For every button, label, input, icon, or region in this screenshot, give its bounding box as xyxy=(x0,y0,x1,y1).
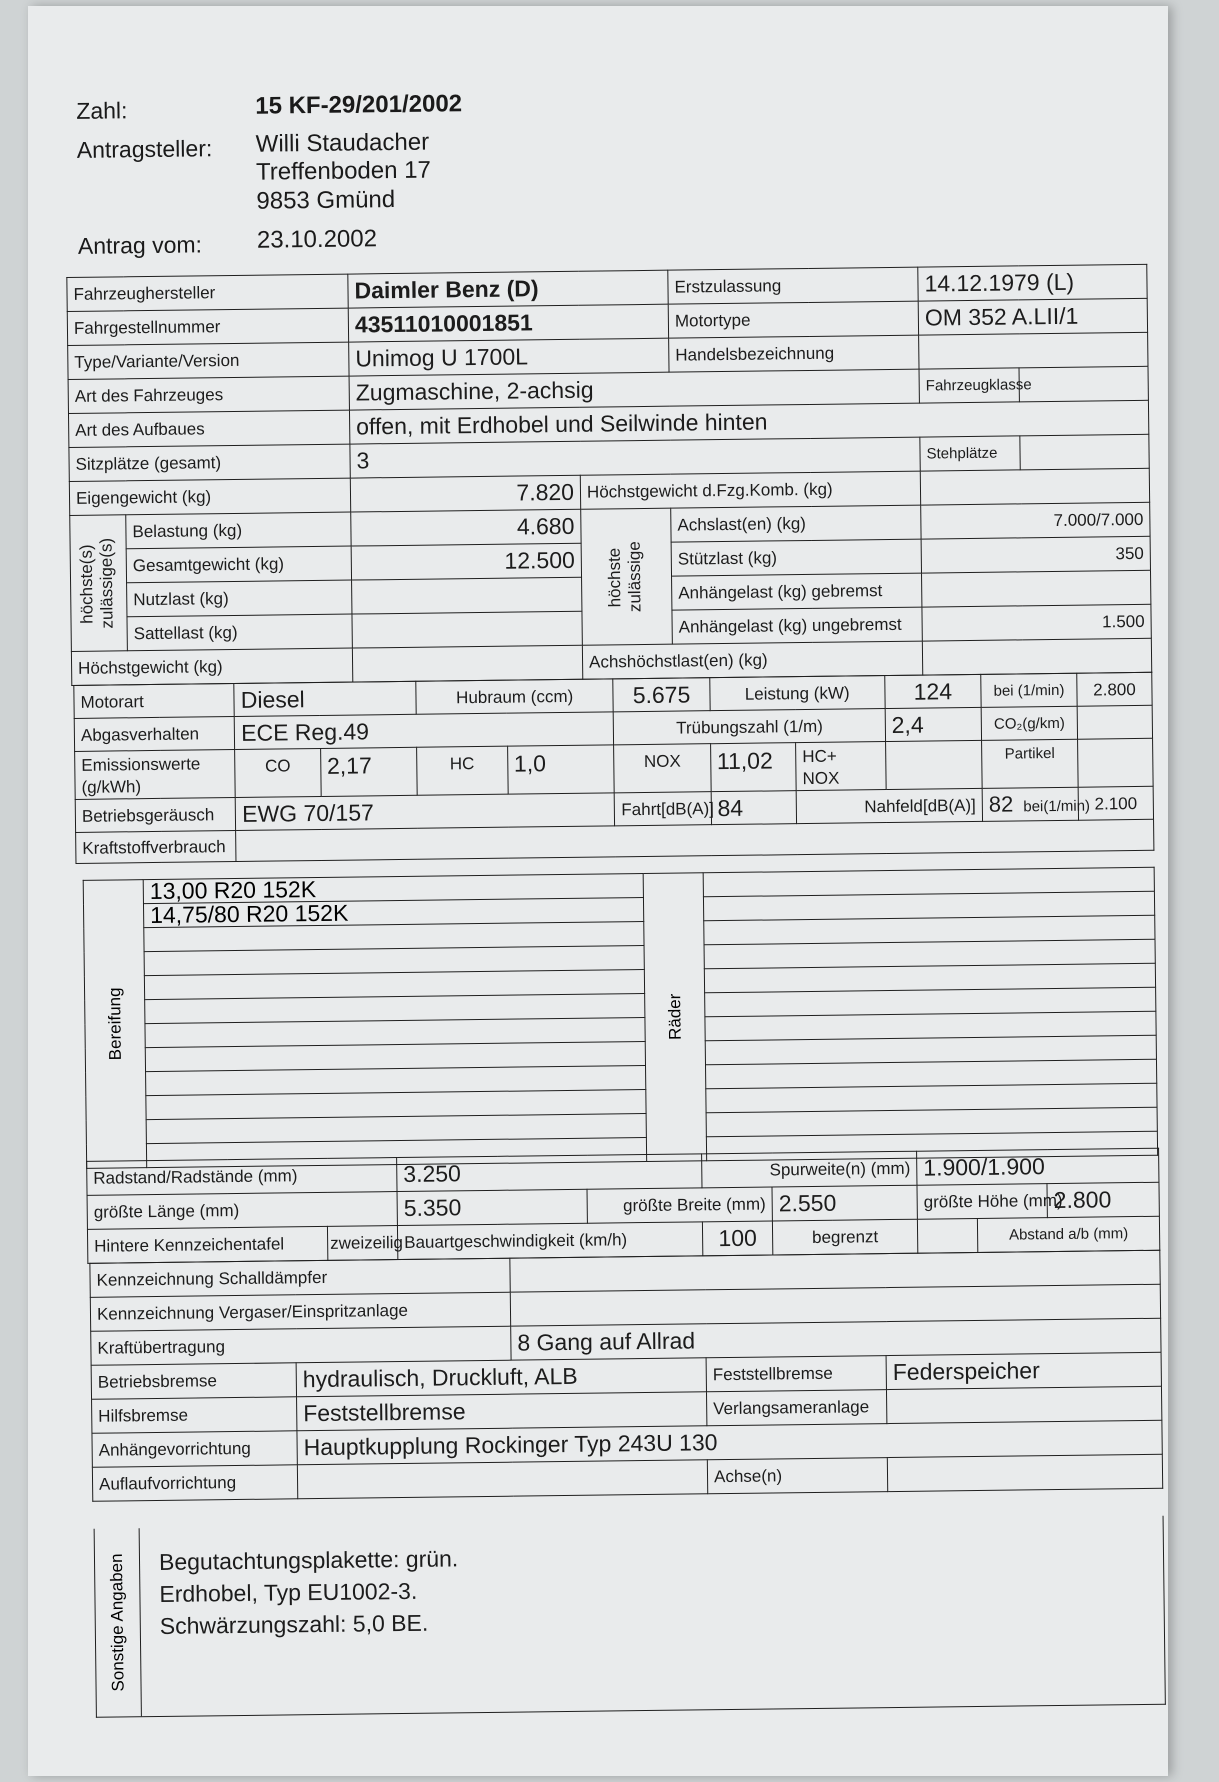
betriebs-value: hydraulisch, Druckluft, ALB xyxy=(296,1358,706,1397)
anh-ungebr-label: Anhängelast (kg) ungebremst xyxy=(672,607,922,644)
radstand-label: Radstand/Radstände (mm) xyxy=(87,1158,397,1196)
hcnox-value xyxy=(885,740,982,789)
fgst-value: 43511010001851 xyxy=(348,304,668,342)
radstand-value: 3.250 xyxy=(397,1154,702,1192)
leistung-label: Leistung (kW) xyxy=(709,676,885,711)
hilfs-label: Hilfsbremse xyxy=(92,1397,297,1434)
laenge-label: größte Länge (mm) xyxy=(87,1192,397,1230)
antrag-date: 23.10.2002 xyxy=(256,225,378,254)
achslast-label: Achslast(en) (kg) xyxy=(671,505,921,542)
antragsteller-street: Treffenboden 17 xyxy=(255,156,432,186)
hoechstgew-label: Höchstgewicht (kg) xyxy=(71,648,352,685)
motortype-value: OM 352 A.LII/1 xyxy=(918,298,1147,335)
motortype-label: Motortype xyxy=(668,301,918,338)
begrenzt-label: begrenzt xyxy=(772,1219,917,1255)
eigen-label: Eigengewicht (kg) xyxy=(69,478,350,515)
co-label: CO xyxy=(235,748,321,797)
sattel-label: Sattellast (kg) xyxy=(127,614,352,651)
geraeusch-label: Betriebsgeräusch xyxy=(75,797,236,832)
nahfeld-value: 82 xyxy=(988,791,1014,817)
antrag-label: Antrag vom: xyxy=(77,231,203,259)
sonstige-label: Sonstige Angaben xyxy=(95,1528,142,1717)
anh-vorr-label: Anhängevorrichtung xyxy=(92,1431,297,1468)
betriebs-label: Betriebsbremse xyxy=(91,1363,296,1400)
feststell-value: Federspeicher xyxy=(886,1352,1161,1389)
art-label: Art des Fahrzeuges xyxy=(68,376,349,413)
nox-value: 11,02 xyxy=(710,743,796,792)
co2-value xyxy=(1077,705,1152,739)
partikel-value xyxy=(1078,738,1153,787)
abstand-label: Abstand a/b (mm) xyxy=(977,1216,1159,1252)
abgas-value: ECE Reg.49 xyxy=(234,712,614,750)
belastung-label: Belastung (kg) xyxy=(126,512,351,549)
bauart-value: 100 xyxy=(702,1221,772,1256)
nutz-value xyxy=(352,577,582,614)
tyre-row-2: 14,75/80 R20 152K xyxy=(143,898,643,928)
hoehe-label: größte Höhe (mm) xyxy=(917,1184,1047,1220)
truebung-label: Trübungszahl (1/m) xyxy=(614,709,886,745)
anh-ungebr-value: 1.500 xyxy=(922,604,1151,641)
handel-label: Handelsbezeichnung xyxy=(669,335,919,372)
bei2-value: 2.100 xyxy=(1078,786,1153,820)
co-value: 2,17 xyxy=(320,747,417,796)
co2-label: CO₂(g/km) xyxy=(981,706,1078,740)
fgst-label: Fahrgestellnummer xyxy=(67,308,348,345)
art-value: Zugmaschine, 2-achsig xyxy=(349,369,919,410)
achse-value xyxy=(887,1454,1162,1491)
breite-label: größte Breite (mm) xyxy=(587,1187,772,1223)
truebung-value: 2,4 xyxy=(885,707,982,741)
hoechstgew-value xyxy=(352,645,582,682)
klasse-value xyxy=(1019,366,1148,402)
motorart-label: Motorart xyxy=(74,684,235,719)
handel-value xyxy=(919,332,1148,369)
type-value: Unimog U 1700L xyxy=(349,338,669,376)
anh-gebr-label: Anhängelast (kg) gebremst xyxy=(672,573,922,610)
erstzulassung-label: Erstzulassung xyxy=(668,267,918,304)
bauart-label: Bauartgeschwindigkeit (km/h) xyxy=(397,1222,702,1260)
spur-label: Spurweite(n) (mm) xyxy=(702,1151,917,1188)
sitz-value: 3 xyxy=(350,437,920,478)
antragsteller-name: Willi Staudacher xyxy=(255,128,430,158)
hoehe-value: 2.800 xyxy=(1047,1182,1159,1217)
sonstige-angaben-box xyxy=(94,1516,1166,1718)
fahrt-value: 84 xyxy=(711,791,797,825)
gesamt-label: Gesamtgewicht (kg) xyxy=(126,546,351,583)
zahl-label: Zahl: xyxy=(76,97,128,124)
hcnox-label: HC+ NOX xyxy=(796,742,886,791)
antragsteller-label: Antragsteller: xyxy=(76,135,213,163)
stuetz-label: Stützlast (kg) xyxy=(671,539,921,576)
dimensions-table xyxy=(86,1148,1160,1264)
spur-value: 1.900/1.900 xyxy=(917,1148,1159,1185)
nahfeld-label: Nahfeld[dB(A)] xyxy=(796,788,982,823)
zulaessig-right-label: höchste zulässige xyxy=(581,508,673,645)
type-label: Type/Variante/Version xyxy=(68,342,349,379)
hc-label: HC xyxy=(416,746,507,795)
emission-label: Emissionswerte (g/kWh) xyxy=(75,750,236,800)
kennz-value: zweizeilig xyxy=(327,1226,397,1261)
hersteller-value: Daimler Benz (D) xyxy=(348,270,668,308)
hilfs-value: Feststellbremse xyxy=(297,1392,707,1431)
hc-value: 1,0 xyxy=(507,745,614,794)
steh-value xyxy=(1020,434,1149,470)
vergaser-label: Kennzeichnung Vergaser/Einspritzanlage xyxy=(90,1292,510,1331)
nutz-label: Nutzlast (kg) xyxy=(127,580,352,617)
gesamt-value: 12.500 xyxy=(351,543,581,580)
belastung-value: 4.680 xyxy=(351,509,581,546)
partikel-label: Partikel xyxy=(982,739,1079,788)
breite-value: 2.550 xyxy=(772,1185,917,1221)
hersteller-label: Fahrzeughersteller xyxy=(67,274,348,311)
hubraum-value: 5.675 xyxy=(613,678,710,712)
kraftueb-label: Kraftübertragung xyxy=(91,1326,511,1365)
steh-label: Stehplätze xyxy=(920,436,1020,471)
vehicle-data-table xyxy=(66,264,1152,686)
schall-label: Kennzeichnung Schalldämpfer xyxy=(90,1258,510,1297)
achslast-value: 7.000/7.000 xyxy=(921,502,1150,539)
klasse-label: Fahrzeugklasse xyxy=(919,368,1019,403)
geraeusch-value: EWG 70/157 xyxy=(235,793,615,831)
engine-table xyxy=(73,672,1154,864)
anh-gebr-value xyxy=(922,570,1151,607)
laenge-value: 5.350 xyxy=(397,1189,587,1225)
tyres-table xyxy=(83,867,1158,1169)
antragsteller-city: 9853 Gmünd xyxy=(256,186,396,215)
achshoechst-value xyxy=(922,638,1151,675)
aufbau-label: Art des Aufbaues xyxy=(68,410,349,447)
sattel-value xyxy=(352,611,582,648)
bei-label: bei (1/min) xyxy=(981,673,1078,707)
auflauf-value xyxy=(297,1460,707,1499)
abgas-label: Abgasverhalten xyxy=(74,717,235,752)
nox-label: NOX xyxy=(614,744,711,793)
erstzulassung-value: 14.12.1979 (L) xyxy=(918,264,1147,301)
verlang-label: Verlangsameranlage xyxy=(707,1390,887,1426)
komb-label: Höchstgewicht d.Fzg.Komb. (kg) xyxy=(580,471,920,509)
kraftueb-value: 8 Gang auf Allrad xyxy=(511,1318,1161,1360)
zulaessig-left-label: höchste(s) zulässige(s) xyxy=(70,515,128,652)
stuetz-value: 350 xyxy=(921,536,1150,573)
leistung-value: 124 xyxy=(885,674,982,708)
verlang-value xyxy=(886,1386,1161,1423)
anh-vorr-value: Hauptkupplung Rockinger Typ 243U 130 xyxy=(297,1420,1162,1465)
sonstige-line-3: Schwärzungszahl: 5,0 BE. xyxy=(159,1609,429,1639)
feststell-label: Feststellbremse xyxy=(706,1356,886,1392)
sitz-label: Sitzplätze (gesamt) xyxy=(69,444,350,481)
komb-value xyxy=(920,468,1149,505)
begrenzt-value xyxy=(917,1218,977,1253)
motorart-value: Diesel xyxy=(234,681,416,716)
nahfeld-bei-label: 82 bei(1/min) xyxy=(982,787,1079,821)
sonstige-lines xyxy=(159,1542,459,1642)
bereifung-label: Bereifung xyxy=(83,880,147,1169)
eigen-value: 7.820 xyxy=(350,475,580,512)
auflauf-label: Auflaufvorrichtung xyxy=(92,1465,297,1502)
achshoechst-label: Achshöchstlast(en) (kg) xyxy=(582,641,922,679)
sonstige-line-2: Erdhobel, Typ EU1002-3. xyxy=(159,1577,418,1607)
bei-value: 2.800 xyxy=(1077,672,1152,706)
aufbau-value: offen, mit Erdhobel und Seilwinde hinten xyxy=(349,400,1148,444)
kraftstoff-label: Kraftstoffverbrauch xyxy=(76,830,237,863)
tyre-row-1: 13,00 R20 152K xyxy=(143,874,643,904)
hubraum-label: Hubraum (ccm) xyxy=(416,679,614,714)
sonstige-line-1: Begutachtungsplakette: grün. xyxy=(158,1545,459,1575)
fahrt-label: Fahrt[dB(A)] xyxy=(615,792,712,826)
kennz-label: Hintere Kennzeichentafel xyxy=(87,1226,327,1263)
raeder-label: Räder xyxy=(643,873,707,1162)
misc-table xyxy=(89,1250,1163,1502)
achse-label: Achse(n) xyxy=(707,1458,887,1494)
zahl-value: 15 KF-29/201/2002 xyxy=(255,90,463,120)
